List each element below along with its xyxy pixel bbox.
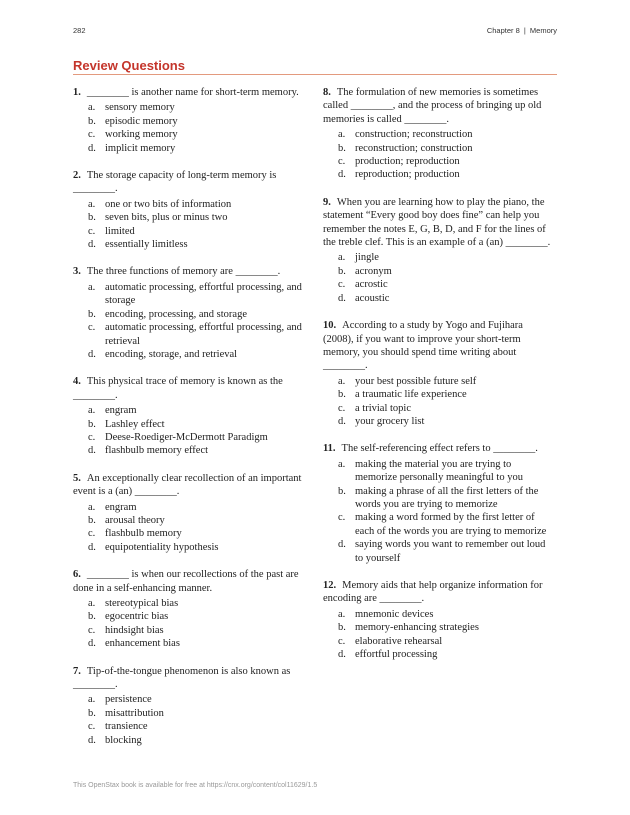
option-text: one or two bits of information — [105, 198, 232, 210]
review-question — [73, 265, 305, 361]
answer-option — [323, 648, 555, 661]
question-number: 11. — [323, 443, 336, 455]
option-text: encoding, processing, and storage — [105, 308, 248, 320]
answer-options — [323, 128, 555, 182]
answer-option — [323, 415, 555, 428]
option-letter: a. — [88, 694, 96, 706]
option-text: automatic processing, effortful processing, and storage — [105, 281, 302, 307]
answer-options — [73, 281, 305, 361]
option-text: Deese-Roediger-McDermott Paradigm — [105, 431, 268, 443]
option-letter: b. — [338, 389, 346, 401]
option-letter: d. — [88, 638, 96, 650]
answer-option — [323, 538, 555, 565]
answer-option — [323, 458, 555, 485]
option-text: making the material you are trying to memorize personally meaningful to you — [355, 458, 523, 484]
review-question — [323, 442, 555, 565]
answer-option — [323, 621, 555, 634]
review-question — [73, 472, 305, 554]
question-text: Tip-of-the-tongue phenomenon is also known as ________. — [73, 665, 291, 691]
answer-option — [73, 101, 305, 114]
option-letter: a. — [338, 458, 346, 470]
answer-options — [73, 101, 305, 155]
option-text: arousal theory — [105, 514, 165, 526]
option-text: enhancement bias — [105, 638, 180, 650]
option-text: acronym — [355, 265, 392, 277]
review-question — [73, 375, 305, 457]
section-title: Review Questions — [73, 58, 185, 73]
option-letter: b. — [88, 514, 96, 526]
option-text: automatic processing, effortful processing, and retrieval — [105, 322, 302, 347]
option-letter: d. — [88, 239, 96, 251]
option-text: flashbulb memory effect — [105, 445, 209, 457]
option-text: Lashley effect — [105, 418, 165, 430]
review-question — [323, 86, 555, 182]
header-separator: | — [523, 26, 526, 35]
answer-option — [73, 281, 305, 308]
option-text: production; reproduction — [355, 156, 460, 168]
answer-option — [323, 155, 555, 168]
title-divider — [73, 74, 557, 75]
option-letter: d. — [338, 649, 346, 661]
answer-option — [323, 278, 555, 291]
answer-option — [73, 444, 305, 457]
option-text: elaborative rehearsal — [355, 635, 443, 647]
answer-option — [323, 168, 555, 181]
option-letter: c. — [338, 279, 346, 291]
option-text: reconstruction; construction — [355, 142, 473, 154]
option-letter: c. — [338, 156, 346, 168]
option-text: encoding, storage, and retrieval — [105, 348, 238, 360]
option-text: engram — [105, 405, 137, 417]
option-text: engram — [105, 501, 137, 513]
option-text: mnemonic devices — [355, 608, 434, 620]
answer-option — [73, 610, 305, 623]
option-text: a traumatic life experience — [355, 389, 467, 401]
answer-option — [73, 501, 305, 514]
answer-option — [73, 527, 305, 540]
option-text: sensory memory — [105, 102, 175, 114]
option-text: stereotypical bias — [105, 598, 179, 609]
question-text: The storage capacity of long-term memory is ________. — [73, 170, 277, 195]
option-letter: a. — [88, 405, 96, 417]
option-letter: d. — [88, 734, 96, 746]
question-stem — [323, 196, 555, 250]
page-footer: This OpenStax book is available for free at https://cnx.org/content/col11629/1.5 — [73, 782, 318, 789]
option-letter: c. — [88, 129, 96, 141]
option-letter: b. — [338, 142, 346, 154]
question-number: 7. — [73, 665, 81, 677]
question-text: ________ is when our recollections of the past are done in a self-enhancing manner. — [73, 569, 299, 594]
review-question — [323, 196, 555, 305]
question-text: The formulation of new memories is sometimes called ________, and the process of bringing up old memories is called ________. — [323, 87, 542, 125]
option-text: making a word formed by the first letter of each of the words you are trying to memorize — [355, 512, 547, 537]
answer-option — [73, 198, 305, 211]
question-text: Memory aids that help organize information for encoding are ________. — [323, 580, 543, 605]
question-text: An exceptionally clear recollection of an important event is a (an) ________. — [73, 472, 302, 498]
answer-option — [323, 485, 555, 512]
answer-option — [323, 388, 555, 401]
question-number: 10. — [323, 320, 337, 332]
question-number: 5. — [73, 472, 81, 484]
answer-option — [323, 251, 555, 264]
option-text: episodic memory — [105, 115, 178, 127]
answer-options — [323, 458, 555, 565]
answer-option — [323, 128, 555, 141]
option-text: your best possible future self — [355, 375, 477, 387]
option-letter: d. — [88, 445, 96, 457]
answer-option — [73, 514, 305, 527]
option-text: essentially limitless — [105, 239, 188, 251]
question-text: According to a study by Yogo and Fujihara (2008), if you want to improve your short-term memory, you should spend time writing about ________. — [323, 320, 523, 372]
answer-option — [73, 707, 305, 720]
review-question — [73, 665, 305, 747]
review-question — [73, 86, 305, 155]
question-text: ________ is another name for short-term memory. — [86, 87, 299, 98]
option-letter: c. — [88, 624, 96, 636]
option-text: effortful processing — [355, 649, 438, 661]
answer-options — [323, 375, 555, 429]
option-letter: a. — [338, 252, 346, 264]
answer-options — [73, 693, 305, 747]
answer-option — [323, 608, 555, 621]
option-text: construction; reconstruction — [355, 129, 473, 141]
question-stem — [323, 579, 555, 606]
option-letter: a. — [338, 375, 346, 387]
option-text: jingle — [355, 252, 379, 264]
chapter-title: Memory — [529, 26, 557, 35]
answer-option — [73, 308, 305, 321]
answer-option — [73, 734, 305, 747]
option-letter: b. — [88, 611, 96, 623]
question-text: This physical trace of memory is known as the ________. — [73, 376, 283, 401]
option-text: working memory — [105, 129, 178, 141]
chapter-label: Chapter 8 — [486, 26, 520, 35]
question-number: 3. — [73, 266, 81, 278]
option-letter: b. — [88, 418, 96, 430]
question-stem — [73, 568, 305, 595]
answer-option — [73, 541, 305, 554]
option-letter: c. — [88, 225, 96, 237]
answer-option — [73, 624, 305, 637]
answer-option — [73, 348, 305, 361]
option-text: your grocery list — [355, 415, 425, 427]
answer-options — [73, 198, 305, 252]
question-stem — [73, 265, 305, 278]
option-text: saying words you want to remember out loud to yourself — [355, 539, 546, 564]
answer-option — [323, 265, 555, 278]
option-letter: c. — [338, 635, 346, 647]
answer-option — [73, 404, 305, 417]
option-text: egocentric bias — [105, 611, 169, 623]
option-letter: a. — [88, 501, 96, 513]
option-text: reproduction; production — [355, 169, 460, 181]
option-text: seven bits, plus or minus two — [105, 212, 228, 224]
answer-option — [73, 142, 305, 155]
answer-options — [323, 251, 555, 305]
option-letter: c. — [338, 512, 346, 524]
answer-option — [323, 375, 555, 388]
answer-option — [73, 431, 305, 444]
option-letter: c. — [88, 431, 96, 443]
question-number: 9. — [323, 196, 331, 208]
page-header — [73, 26, 557, 35]
option-letter: d. — [338, 415, 346, 427]
answer-option — [73, 225, 305, 238]
question-stem — [73, 375, 305, 402]
right-column — [323, 86, 555, 675]
option-letter: b. — [88, 115, 96, 127]
answer-option — [73, 597, 305, 610]
review-question — [73, 568, 305, 650]
option-letter: c. — [88, 528, 96, 540]
answer-options — [73, 501, 305, 555]
option-letter: b. — [338, 622, 346, 634]
question-stem — [323, 86, 555, 126]
option-text: misattribution — [105, 707, 164, 719]
answer-options — [73, 404, 305, 458]
question-number: 1. — [73, 87, 81, 98]
option-text: blocking — [105, 734, 142, 746]
answer-options — [323, 608, 555, 662]
answer-option — [323, 402, 555, 415]
option-text: acrostic — [355, 279, 388, 291]
question-stem — [73, 472, 305, 499]
answer-option — [73, 321, 305, 348]
question-stem — [323, 319, 555, 373]
option-letter: c. — [88, 721, 96, 733]
answer-option — [73, 238, 305, 251]
question-text: The three functions of memory are ________. — [86, 266, 281, 278]
question-number: 8. — [323, 87, 331, 98]
answer-option — [73, 128, 305, 141]
option-letter: d. — [338, 539, 346, 551]
option-text: memory-enhancing strategies — [355, 622, 479, 634]
option-letter: d. — [338, 169, 346, 181]
question-text: When you are learning how to play the piano, the statement “Every good boy does fine” can help you remember the notes E, G, B, D, and F for the lines of the treble clef. This is an example of a (an) ________. — [323, 196, 551, 249]
question-number: 12. — [323, 580, 337, 591]
option-letter: a. — [88, 598, 96, 609]
option-text: acoustic — [355, 292, 390, 304]
question-number: 2. — [73, 170, 81, 182]
answer-option — [323, 511, 555, 538]
running-head — [487, 26, 557, 35]
answer-option — [323, 635, 555, 648]
answer-option — [73, 637, 305, 650]
review-question — [323, 579, 555, 661]
question-stem — [323, 442, 555, 455]
question-text: The self-referencing effect refers to ________. — [341, 443, 538, 455]
option-letter: a. — [88, 281, 96, 293]
question-stem — [73, 665, 305, 692]
answer-options — [73, 597, 305, 651]
option-letter: b. — [338, 485, 346, 497]
option-text: limited — [105, 225, 135, 237]
option-letter: a. — [338, 129, 346, 141]
question-stem — [73, 169, 305, 196]
question-number: 6. — [73, 569, 81, 581]
answer-option — [323, 142, 555, 155]
option-letter: c. — [338, 402, 346, 414]
option-text: persistence — [105, 694, 152, 706]
page-number: 282 — [73, 26, 86, 35]
option-letter: b. — [88, 212, 96, 224]
option-text: equipotentiality hypothesis — [105, 541, 219, 553]
option-text: transience — [105, 721, 148, 733]
question-stem — [73, 86, 305, 99]
option-letter: b. — [88, 707, 96, 719]
option-text: flashbulb memory — [105, 528, 182, 540]
review-question — [73, 169, 305, 251]
option-text: hindsight bias — [105, 624, 164, 636]
answer-option — [73, 693, 305, 706]
answer-option — [73, 720, 305, 733]
answer-option — [73, 115, 305, 128]
option-letter: b. — [88, 308, 96, 320]
option-text: making a phrase of all the first letters of the words you are trying to memorize — [355, 485, 539, 510]
option-letter: a. — [88, 102, 96, 114]
review-question — [323, 319, 555, 428]
option-letter: b. — [338, 265, 346, 277]
option-letter: d. — [88, 348, 96, 360]
left-column — [73, 86, 305, 761]
option-text: implicit memory — [105, 142, 176, 154]
option-letter: d. — [88, 142, 96, 154]
option-letter: a. — [338, 608, 346, 620]
option-text: a trivial topic — [355, 402, 411, 414]
option-letter: d. — [338, 292, 346, 304]
option-letter: c. — [88, 322, 96, 334]
answer-option — [73, 418, 305, 431]
answer-option — [323, 292, 555, 305]
question-number: 4. — [73, 376, 81, 388]
option-letter: a. — [88, 198, 96, 210]
answer-option — [73, 211, 305, 224]
option-letter: d. — [88, 541, 96, 553]
